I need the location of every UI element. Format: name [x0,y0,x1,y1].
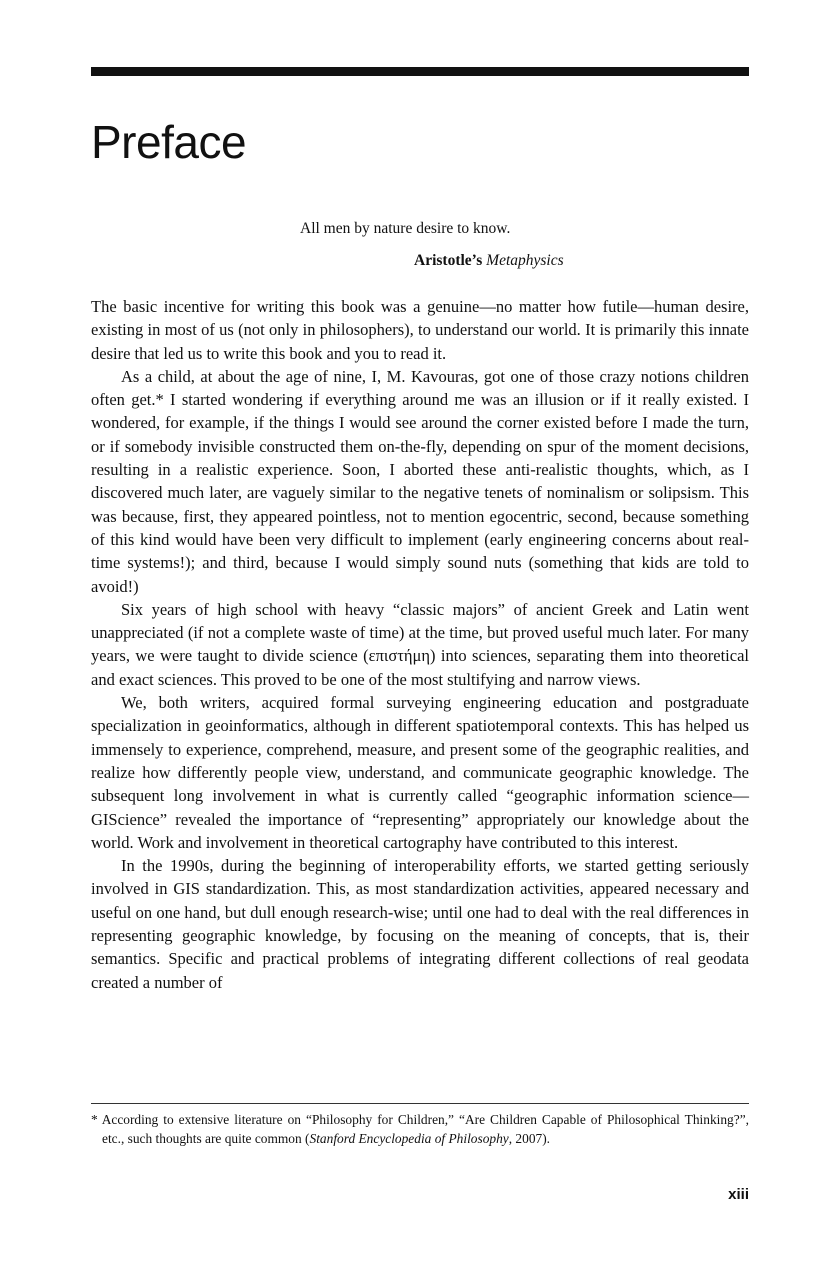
epigraph-quote: All men by nature desire to know. [300,220,511,237]
epigraph-author: Aristotle’s [414,252,483,269]
paragraph-3: Six years of high school with heavy “classic majors” of ancient Greek and Latin went unappreciated (if not a complete waste of time) at the time, but proved useful much later. For many years, we were taught to divide science (επιστήμη) into sciences, separating them into theoretical and exact sciences. This proved to be one of the most stultifying and narrow views. [91,599,749,689]
epigraph [300,216,600,274]
footnote-text [91,1110,749,1148]
epigraph-source [414,248,600,274]
footnote [91,1110,749,1148]
chapter-top-rule [91,67,749,76]
body-text [91,295,749,994]
chapter-title: Preface [91,116,247,168]
paragraph-4: We, both writers, acquired formal surveying engineering education and postgraduate specialization in geoinformatics, although in different spatiotemporal contexts. This has helped us immensely to experience, comprehend, measure, and present some of the geographic realities, and realize how differently people view, understand, and communicate geographic knowledge. The subsequent long involvement in what is currently called “geographic information science—GIScience” revealed the importance of “representing” appropriately our knowledge about the world. Work and involvement in theoretical cartography have contributed to this interest. [91,693,749,852]
footnote-marker: * [91,1112,98,1127]
paragraph-2: As a child, at about the age of nine, I, M. Kavouras, got one of those crazy notions children often get.* I started wondering if everything around me was an illusion or if it really existed. I wondered, for example, if the things I would see around the corner existed before I made the turn, or if somebody invisible constructed them on-the-fly, depending on spur of the moment decisions, resulting in a realistic experience. Soon, I aborted these anti-realistic thoughts, which, as I discovered much later, are vaguely similar to the negative tenets of nominalism or solipsism. This was because, first, they appeared pointless, not to mention egocentric, second, because something of this kind would have been very difficult to implement (early engineering concerns about real-time systems!); and third, because I would simply sound nuts (something that kids are told to avoid!) [91,366,749,596]
epigraph-work: Metaphysics [486,252,564,269]
book-page [91,0,749,1280]
page-number: xiii [728,1186,749,1203]
paragraph-5: In the 1990s, during the beginning of interoperability efforts, we started getting seriously involved in GIS standardization. This, as most standardization activities, appeared necessary and useful on one hand, but dull enough research-wise; until one had to deal with the real differences in representing geographic knowledge, by focusing on the meaning of concepts, that is, their semantics. Specific and practical problems of integrating different collections of real geodata created a number of [91,856,749,992]
footnote-text-before: According to extensive literature on “Philosophy for Children,” “Are Children Capable of Philosophical Thinking?”, etc., such thoughts are quite common ( [101,1112,749,1146]
paragraph-1: The basic incentive for writing this book was a genuine—no matter how futile—human desire, existing in most of us (not only in philosophers), to understand our world. It is primarily this innate desire that led us to write this book and you to read it. [91,297,749,363]
footnote-rule [91,1103,749,1104]
footnote-text-after: , 2007). [508,1131,551,1146]
footnote-source: Stanford Encyclopedia of Philosophy [309,1131,509,1146]
